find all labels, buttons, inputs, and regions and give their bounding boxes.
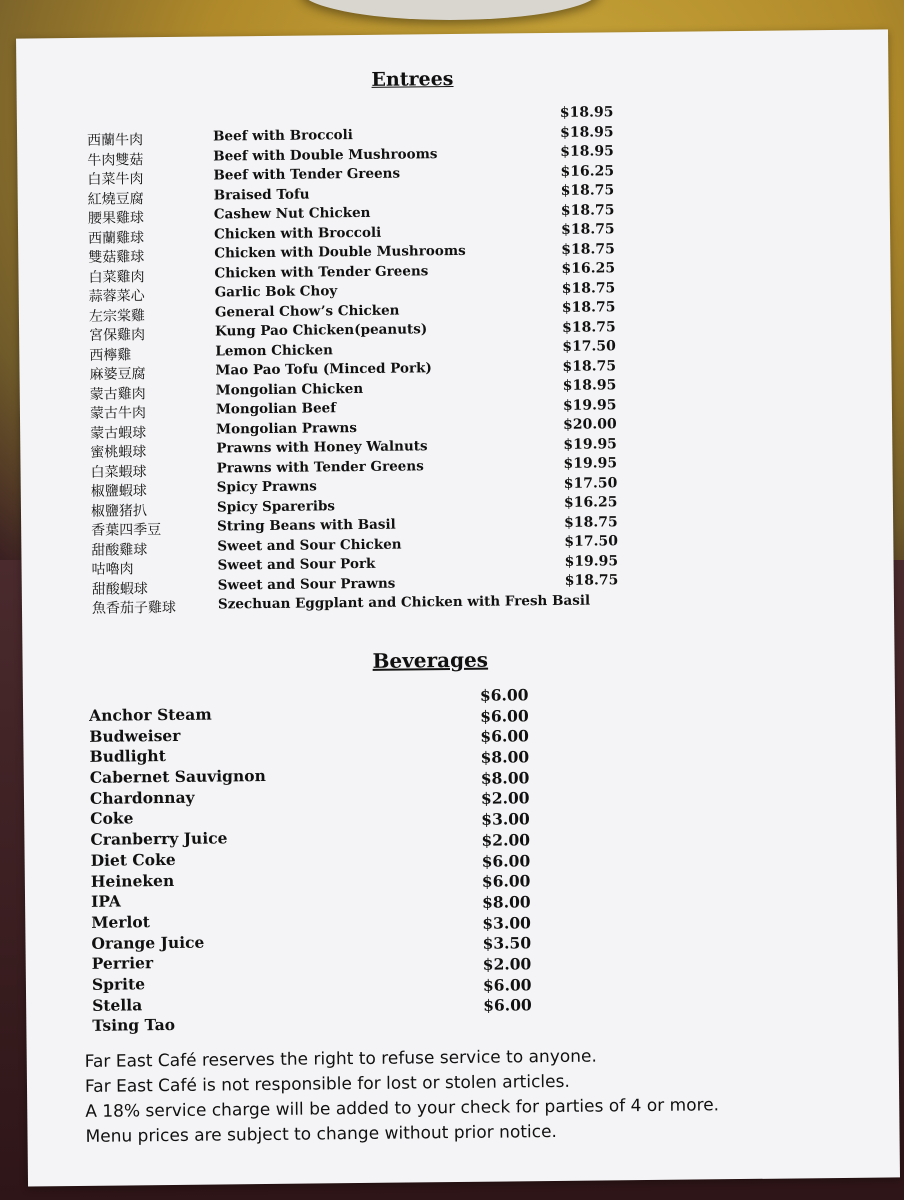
entree-chinese-name: 魚香茄子雞球 bbox=[91, 599, 177, 617]
beverage-price: $8.00 bbox=[480, 767, 530, 788]
entree-price: $18.95 bbox=[559, 104, 614, 121]
beverage-item: Chardonnay bbox=[89, 787, 195, 808]
entree-chinese-name: 腰果雞球 bbox=[87, 210, 144, 227]
beverage-price: $6.00 bbox=[481, 850, 531, 871]
entree-chinese-name: 西檸雞 bbox=[89, 346, 132, 364]
entree-english-name: Chicken with Tender Greens bbox=[214, 262, 429, 281]
beverage-price: $8.00 bbox=[480, 747, 530, 767]
beverage-price: $3.50 bbox=[482, 933, 532, 953]
beverage-price: $2.00 bbox=[482, 954, 532, 974]
entree-chinese-name: 白菜雞肉 bbox=[88, 268, 145, 286]
beverage-item: Heineken bbox=[90, 870, 175, 891]
entree-price: $18.75 bbox=[561, 240, 615, 258]
notice-line: Far East Café reserves the right to refuse service to anyone. bbox=[84, 1046, 597, 1072]
beverage-price: $2.00 bbox=[480, 788, 530, 809]
entree-chinese-name: 宮保雞肉 bbox=[89, 327, 146, 344]
entree-english-name: Chicken with Double Mushrooms bbox=[214, 242, 466, 262]
entree-chinese-name: 左宗棠雞 bbox=[88, 307, 146, 325]
menu-sheet bbox=[16, 29, 900, 1186]
beverage-list bbox=[89, 703, 392, 1037]
entree-price: $18.95 bbox=[559, 123, 614, 141]
entree-chinese-name: 西蘭牛肉 bbox=[87, 132, 144, 149]
entree-chinese-name: 椒鹽猪扒 bbox=[90, 502, 148, 520]
entree-price: $18.95 bbox=[560, 143, 614, 160]
beverage-item: Budweiser bbox=[89, 725, 181, 746]
entree-price: $18.95 bbox=[562, 377, 617, 394]
beverage-item: Coke bbox=[90, 808, 134, 829]
entree-chinese-name: 甜酸蝦球 bbox=[91, 580, 148, 598]
entree-chinese-name: 麻婆豆腐 bbox=[89, 366, 146, 383]
entree-english-name: Beef with Double Mushrooms bbox=[213, 145, 438, 165]
entree-english-name: Garlic Bok Choy bbox=[214, 283, 338, 301]
entree-price: $18.75 bbox=[562, 357, 617, 375]
beverage-item: Diet Coke bbox=[90, 849, 176, 870]
entree-chinese-name: 紅燒豆腐 bbox=[87, 190, 144, 208]
entree-price: $18.75 bbox=[564, 572, 619, 589]
entree-price: $20.00 bbox=[563, 416, 617, 433]
notice-line: A 18% service charge will be added to your check for parties of 4 or more. bbox=[85, 1095, 720, 1122]
entree-chinese-name: 咕嚕肉 bbox=[91, 561, 134, 578]
beverage-item: Cranberry Juice bbox=[90, 828, 228, 849]
entree-price: $18.75 bbox=[561, 299, 616, 316]
entree-price: $17.50 bbox=[564, 533, 618, 550]
entree-price: $18.75 bbox=[561, 279, 616, 297]
beverage-item: Budlight bbox=[89, 746, 166, 767]
beverage-price: $6.00 bbox=[479, 685, 529, 705]
entree-english-name: Mongolian Prawns bbox=[216, 419, 357, 437]
entree-chinese-name: 西蘭雞球 bbox=[88, 229, 145, 247]
entree-price: $16.25 bbox=[561, 260, 616, 277]
notice-block bbox=[85, 1042, 806, 1150]
entree-chinese-name: 蒜蓉菜心 bbox=[88, 288, 145, 305]
beverage-price: $6.00 bbox=[481, 871, 531, 891]
entrees-heading: Entrees bbox=[371, 67, 454, 91]
beverage-price: $6.00 bbox=[480, 726, 530, 747]
entree-english-name: Beef with Broccoli bbox=[212, 127, 353, 145]
entree-english-name: Mongolian Beef bbox=[215, 400, 337, 418]
entree-chinese-name: 雙菇雞球 bbox=[88, 249, 145, 266]
entree-price: $16.25 bbox=[560, 162, 615, 180]
entree-price: $16.25 bbox=[563, 494, 618, 511]
entree-english-name: Prawns with Honey Walnuts bbox=[216, 438, 428, 457]
beverage-item: Anchor Steam bbox=[89, 704, 212, 725]
entree-chinese-name: 香葉四季豆 bbox=[91, 522, 162, 539]
beverage-price: $2.00 bbox=[481, 830, 531, 850]
beverages-heading: Beverages bbox=[372, 647, 489, 673]
beverage-price-column bbox=[480, 685, 563, 1017]
entree-english-name: Beef with Tender Greens bbox=[213, 165, 401, 184]
entree-english-name: Cashew Nut Chicken bbox=[213, 204, 371, 223]
beverage-item: Merlot bbox=[91, 912, 150, 932]
beverage-item: Orange Juice bbox=[91, 932, 205, 953]
beverage-item: Sprite bbox=[91, 974, 146, 994]
entree-price: $19.95 bbox=[563, 435, 617, 453]
entree-english-name: Lemon Chicken bbox=[215, 341, 333, 359]
entree-english-name: Mongolian Chicken bbox=[215, 380, 364, 398]
entree-price: $18.75 bbox=[564, 513, 618, 531]
beverage-item: IPA bbox=[90, 891, 121, 912]
entree-chinese-name: 蒙古雞肉 bbox=[89, 385, 146, 403]
beverage-item: Perrier bbox=[91, 953, 154, 974]
entree-price: $17.50 bbox=[563, 474, 618, 492]
entree-list bbox=[87, 124, 652, 617]
beverage-price: $6.00 bbox=[482, 974, 532, 995]
entree-english-name: Szechuan Eggplant and Chicken with Fresh Basil bbox=[217, 592, 591, 613]
entree-english-name: Mao Pao Tofu (Minced Pork) bbox=[215, 360, 432, 379]
entree-price: $17.50 bbox=[562, 338, 616, 355]
beverage-item: Cabernet Sauvignon bbox=[89, 766, 266, 787]
notice-line: Menu prices are subject to change without prior notice. bbox=[85, 1121, 557, 1147]
entree-price: $18.75 bbox=[560, 221, 615, 238]
entree-english-name: Sweet and Sour Chicken bbox=[217, 536, 402, 554]
entree-price: $18.75 bbox=[560, 201, 615, 219]
beverage-price: $6.00 bbox=[483, 995, 532, 1016]
entree-english-name: General Chow’s Chicken bbox=[214, 302, 400, 320]
entree-english-name: Spicy Spareribs bbox=[216, 497, 336, 515]
beverage-price: $3.00 bbox=[482, 912, 531, 933]
beverage-item: Stella bbox=[92, 994, 143, 1015]
entree-price: $18.75 bbox=[560, 182, 615, 199]
entree-english-name: Spicy Prawns bbox=[216, 478, 317, 496]
entree-english-name: Braised Tofu bbox=[213, 186, 310, 204]
entree-chinese-name: 白菜蝦球 bbox=[90, 463, 147, 481]
beverage-price: $6.00 bbox=[480, 705, 529, 726]
entree-chinese-name: 蜜桃蝦球 bbox=[90, 444, 147, 461]
entree-price: $19.95 bbox=[563, 455, 618, 472]
entree-chinese-name: 蒙古牛肉 bbox=[89, 405, 147, 422]
entree-chinese-name: 甜酸雞球 bbox=[91, 541, 148, 559]
entree-price: $18.75 bbox=[561, 318, 616, 336]
entree-chinese-name: 白菜牛肉 bbox=[87, 171, 144, 188]
entree-english-name: Sweet and Sour Pork bbox=[217, 555, 376, 574]
entree-price: $19.95 bbox=[564, 552, 619, 570]
entree-chinese-name: 蒙古蝦球 bbox=[90, 424, 147, 442]
entree-chinese-name: 椒鹽蝦球 bbox=[90, 483, 147, 500]
beverage-price: $8.00 bbox=[481, 892, 531, 912]
entree-english-name: String Beans with Basil bbox=[217, 516, 396, 535]
beverage-price: $3.00 bbox=[481, 809, 530, 829]
entree-english-name: Kung Pao Chicken(peanuts) bbox=[215, 321, 428, 340]
entree-price: $19.95 bbox=[562, 396, 617, 414]
entree-english-name: Sweet and Sour Prawns bbox=[217, 575, 396, 593]
notice-line: Far East Café is not responsible for lost or stolen articles. bbox=[84, 1071, 570, 1097]
entree-chinese-name: 牛肉雙菇 bbox=[87, 151, 144, 169]
beverage-item: Tsing Tao bbox=[92, 1015, 176, 1036]
entree-english-name: Prawns with Tender Greens bbox=[216, 457, 424, 476]
entree-english-name: Chicken with Broccoli bbox=[213, 224, 382, 243]
